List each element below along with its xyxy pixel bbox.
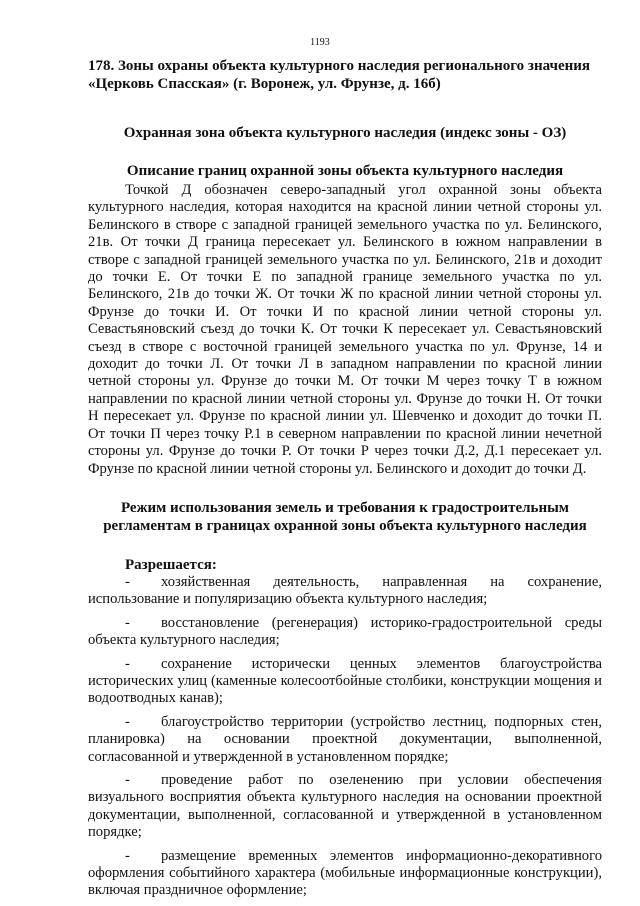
boundary-description-text: Точкой Д обозначен северо-западный угол охранной зоны объекта культурного наследия, которая находится на красной линии четной стороны ул. Белинского в створе с западной границей земельного участка по ул. Белинского, 21в. От точки Д граница пересекает ул. Белинского в южном направлении в створе с западной границей земельного участка по ул. Белинского, 21в и доходит до точки Е. От точки Е по западной границе земельного участка по ул. Белинского, 21в до точки Ж. От точки Ж по красной линии четной стороны ул. Фрунзе до точки И. От точки И по красной линии четной стороны ул. Севастьяновский съезд до точки К. От точки К пересекает ул. Севастьяновский съезд в створе с восточной границей земельного участка по ул. Фрунзе, 14 и доходит до точки Л. От точки Л в западном направлении по красной линии четной стороны ул. Фрунзе до точки М. От точки М через точку Т в южном направлении по красной линии четной стороны ул. Фрунзе до точки Н. От точки Н пересекает ул. Фрунзе по красной линии ул. Шевченко и доходит до точки П. От точки П через точку Р.1 в северном направлении по красной линии нечетной стороны ул. Фрунзе до точки Р. От точки Р через точки Д.2, Д.1 пересекает ул. Фрунзе по красной линии четной стороны ул. Белинского и доходит до точки Д. bbox=[88, 182, 602, 477]
bullet-dash: - bbox=[125, 847, 130, 864]
list-item-text: благоустройство территории (устройство лестниц, подпорных стен, планировка) на основании проектной документации, выполненной, согласованной и утвержденной в установленном порядке; bbox=[88, 713, 602, 765]
list-item bbox=[88, 656, 602, 708]
regime-heading-line-1: Режим использования земель и требования к градостроительным bbox=[120, 499, 570, 516]
regime-heading-line-2: регламентам в границах охранной зоны объекта культурного наследия bbox=[103, 517, 587, 534]
document-title-line-1: 178. Зоны охраны объекта культурного наследия регионального значения bbox=[88, 58, 591, 74]
list-item bbox=[88, 615, 602, 650]
bullet-dash: - bbox=[125, 713, 130, 730]
page-number: 1193 bbox=[310, 37, 330, 48]
list-item-text: хозяйственная деятельность, направленная на сохранение, использование и популяризацию объекта культурного наследия; bbox=[88, 573, 602, 608]
allowed-list bbox=[88, 574, 602, 900]
list-item bbox=[88, 574, 602, 609]
list-item bbox=[88, 714, 602, 766]
list-item-text: восстановление (регенерация) историко-градостроительной среды объекта культурного наследия; bbox=[88, 614, 602, 649]
list-item-text: сохранение исторически ценных элементов благоустройства исторических улиц (каменные колесоотбойные столбики, конструкции мощения и водоотводных канав); bbox=[88, 655, 602, 707]
document-title bbox=[88, 57, 602, 93]
document-title-line-2: «Церковь Спасская» (г. Воронеж, ул. Фрунзе, д. 16б) bbox=[88, 76, 441, 92]
list-item-text: размещение временных элементов информационно-декоративного оформления событийного характера (мобильные информационные конструкции), включая праздничное оформление; bbox=[88, 847, 602, 899]
document-content bbox=[88, 57, 602, 906]
bullet-dash: - bbox=[125, 655, 130, 672]
boundary-description-heading: Описание границ охранной зоны объекта культурного наследия bbox=[126, 163, 564, 179]
bullet-dash: - bbox=[125, 771, 130, 788]
allowed-label: Разрешается: bbox=[125, 556, 217, 573]
bullet-dash: - bbox=[125, 573, 130, 590]
zone-heading: Охранная зона объекта культурного наследия (индекс зоны - ОЗ) bbox=[123, 125, 567, 141]
list-item-text: проведение работ по озеленению при условии обеспечения визуального восприятия объекта культурного наследия на основании проектной документации, выполненной, согласованной и утвержденной в установленном порядке; bbox=[88, 771, 602, 841]
list-item bbox=[88, 772, 602, 842]
regime-heading bbox=[88, 499, 602, 535]
list-item bbox=[88, 848, 602, 900]
bullet-dash: - bbox=[125, 614, 130, 631]
